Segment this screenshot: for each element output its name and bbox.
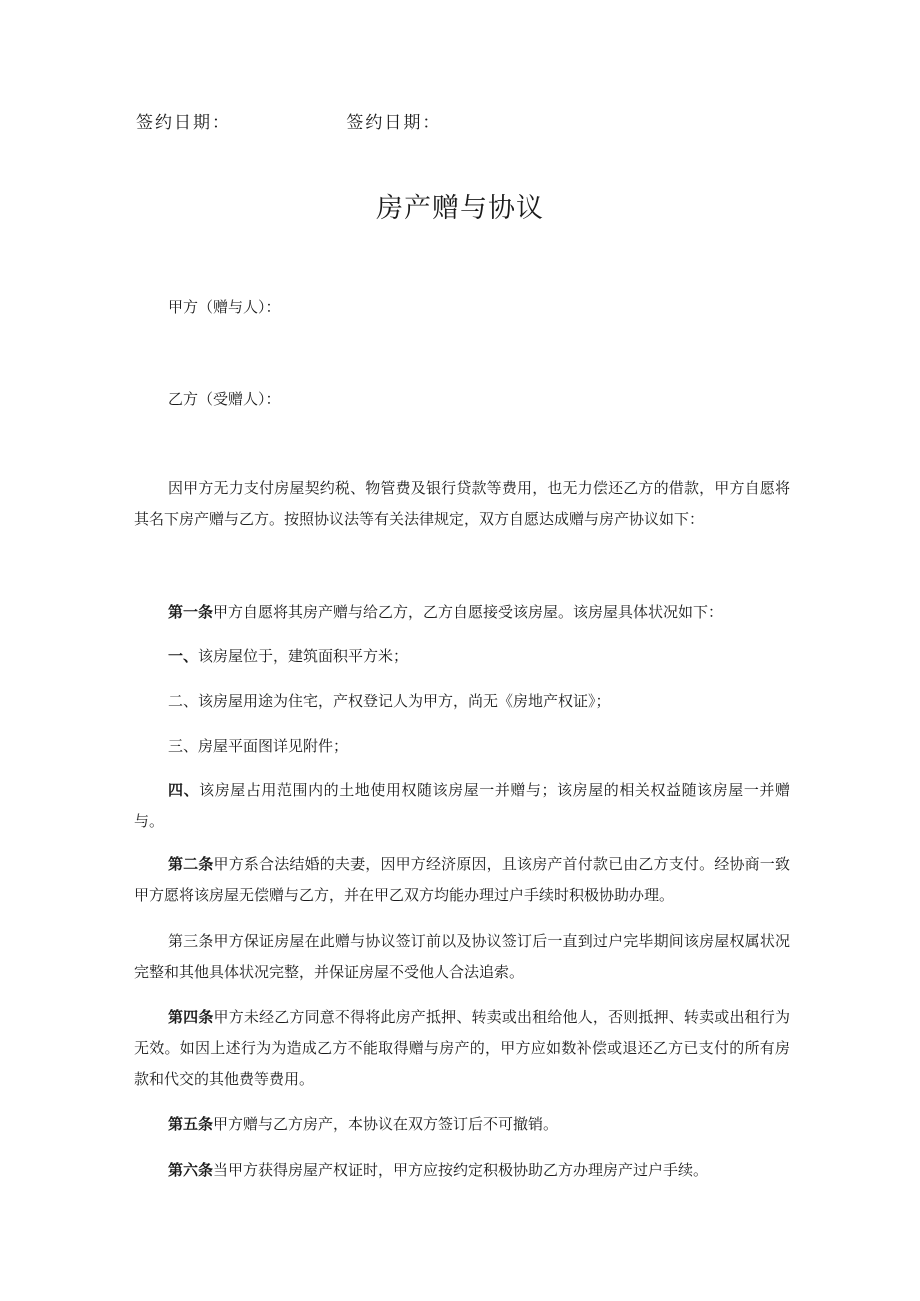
clause-6 xyxy=(134,1155,790,1186)
clause-item-3: 三、房屋平面图详见附件； xyxy=(168,737,349,755)
clause-4-text: 甲方未经乙方同意不得将此房产抵押、转卖或出租给他人，否则抵押、转卖或出租行为无效。如因上述行为为造成乙方不能取得赠与房产的，甲方应如数补偿或退还乙方已支付的所有房款和代交的其他费等费用。 xyxy=(134,1008,790,1088)
signing-date-left: 签约日期： xyxy=(136,113,231,133)
clause-item-4-text: 该房屋占用范围内的土地使用权随该房屋一并赠与；该房屋的相关权益随该房屋一并赠与。 xyxy=(134,781,790,830)
signing-date-row xyxy=(136,108,441,133)
clause-5-label: 第五条 xyxy=(168,1115,214,1133)
clause-2-text: 甲方系合法结婚的夫妻，因甲方经济原因，且该房产首付款已由乙方支付。经协商一致甲方愿将该房屋无偿赠与乙方，并在甲乙双方均能办理过户手续时积极协助办理。 xyxy=(134,855,790,904)
signing-date-right: 签约日期： xyxy=(346,113,442,133)
clause-6-text: 当甲方获得房屋产权证时，甲方应按约定积极协助乙方办理房产过户手续。 xyxy=(213,1161,709,1179)
party-b-line: 乙方（受赠人）： xyxy=(168,390,281,408)
clause-item-2: 二、该房屋用途为住宅，产权登记人为甲方，尚无《房地产权证》； xyxy=(168,692,611,710)
clause-1-text: 甲方自愿将其房产赠与给乙方，乙方自愿接受该房屋。该房屋具体状况如下： xyxy=(213,603,724,621)
clause-1-label: 第一条 xyxy=(168,603,214,621)
party-a-line: 甲方（赠与人）： xyxy=(168,298,281,316)
clause-item-4 xyxy=(134,775,790,837)
clause-item-1-label: 一、 xyxy=(168,647,199,665)
document-title: 房产赠与协议 xyxy=(376,193,544,224)
clause-item-1-text: 该房屋位于，建筑面积平方米； xyxy=(198,647,409,665)
clause-item-1 xyxy=(134,641,790,672)
clause-1 xyxy=(134,597,790,628)
clause-2 xyxy=(134,849,790,911)
clause-4 xyxy=(134,1002,790,1095)
clause-3: 第三条甲方保证房屋在此赠与协议签订前以及协议签订后一直到过户完毕期间该房屋权属状况完整和其他具体状况完整，并保证房屋不受他人合法追索。 xyxy=(134,932,790,981)
clause-2-label: 第二条 xyxy=(168,855,214,873)
clause-5-text: 甲方赠与乙方房产，本协议在双方签订后不可撤销。 xyxy=(213,1115,559,1133)
clause-6-label: 第六条 xyxy=(168,1161,214,1179)
clause-item-4-label: 四、 xyxy=(168,781,200,799)
clause-4-label: 第四条 xyxy=(168,1008,214,1026)
clause-5 xyxy=(134,1109,790,1140)
intro-paragraph: 因甲方无力支付房屋契约税、物管费及银行贷款等费用，也无力偿还乙方的借款，甲方自愿将其名下房产赠与乙方。按照协议法等有关法律规定，双方自愿达成赠与房产协议如下： xyxy=(134,479,790,528)
